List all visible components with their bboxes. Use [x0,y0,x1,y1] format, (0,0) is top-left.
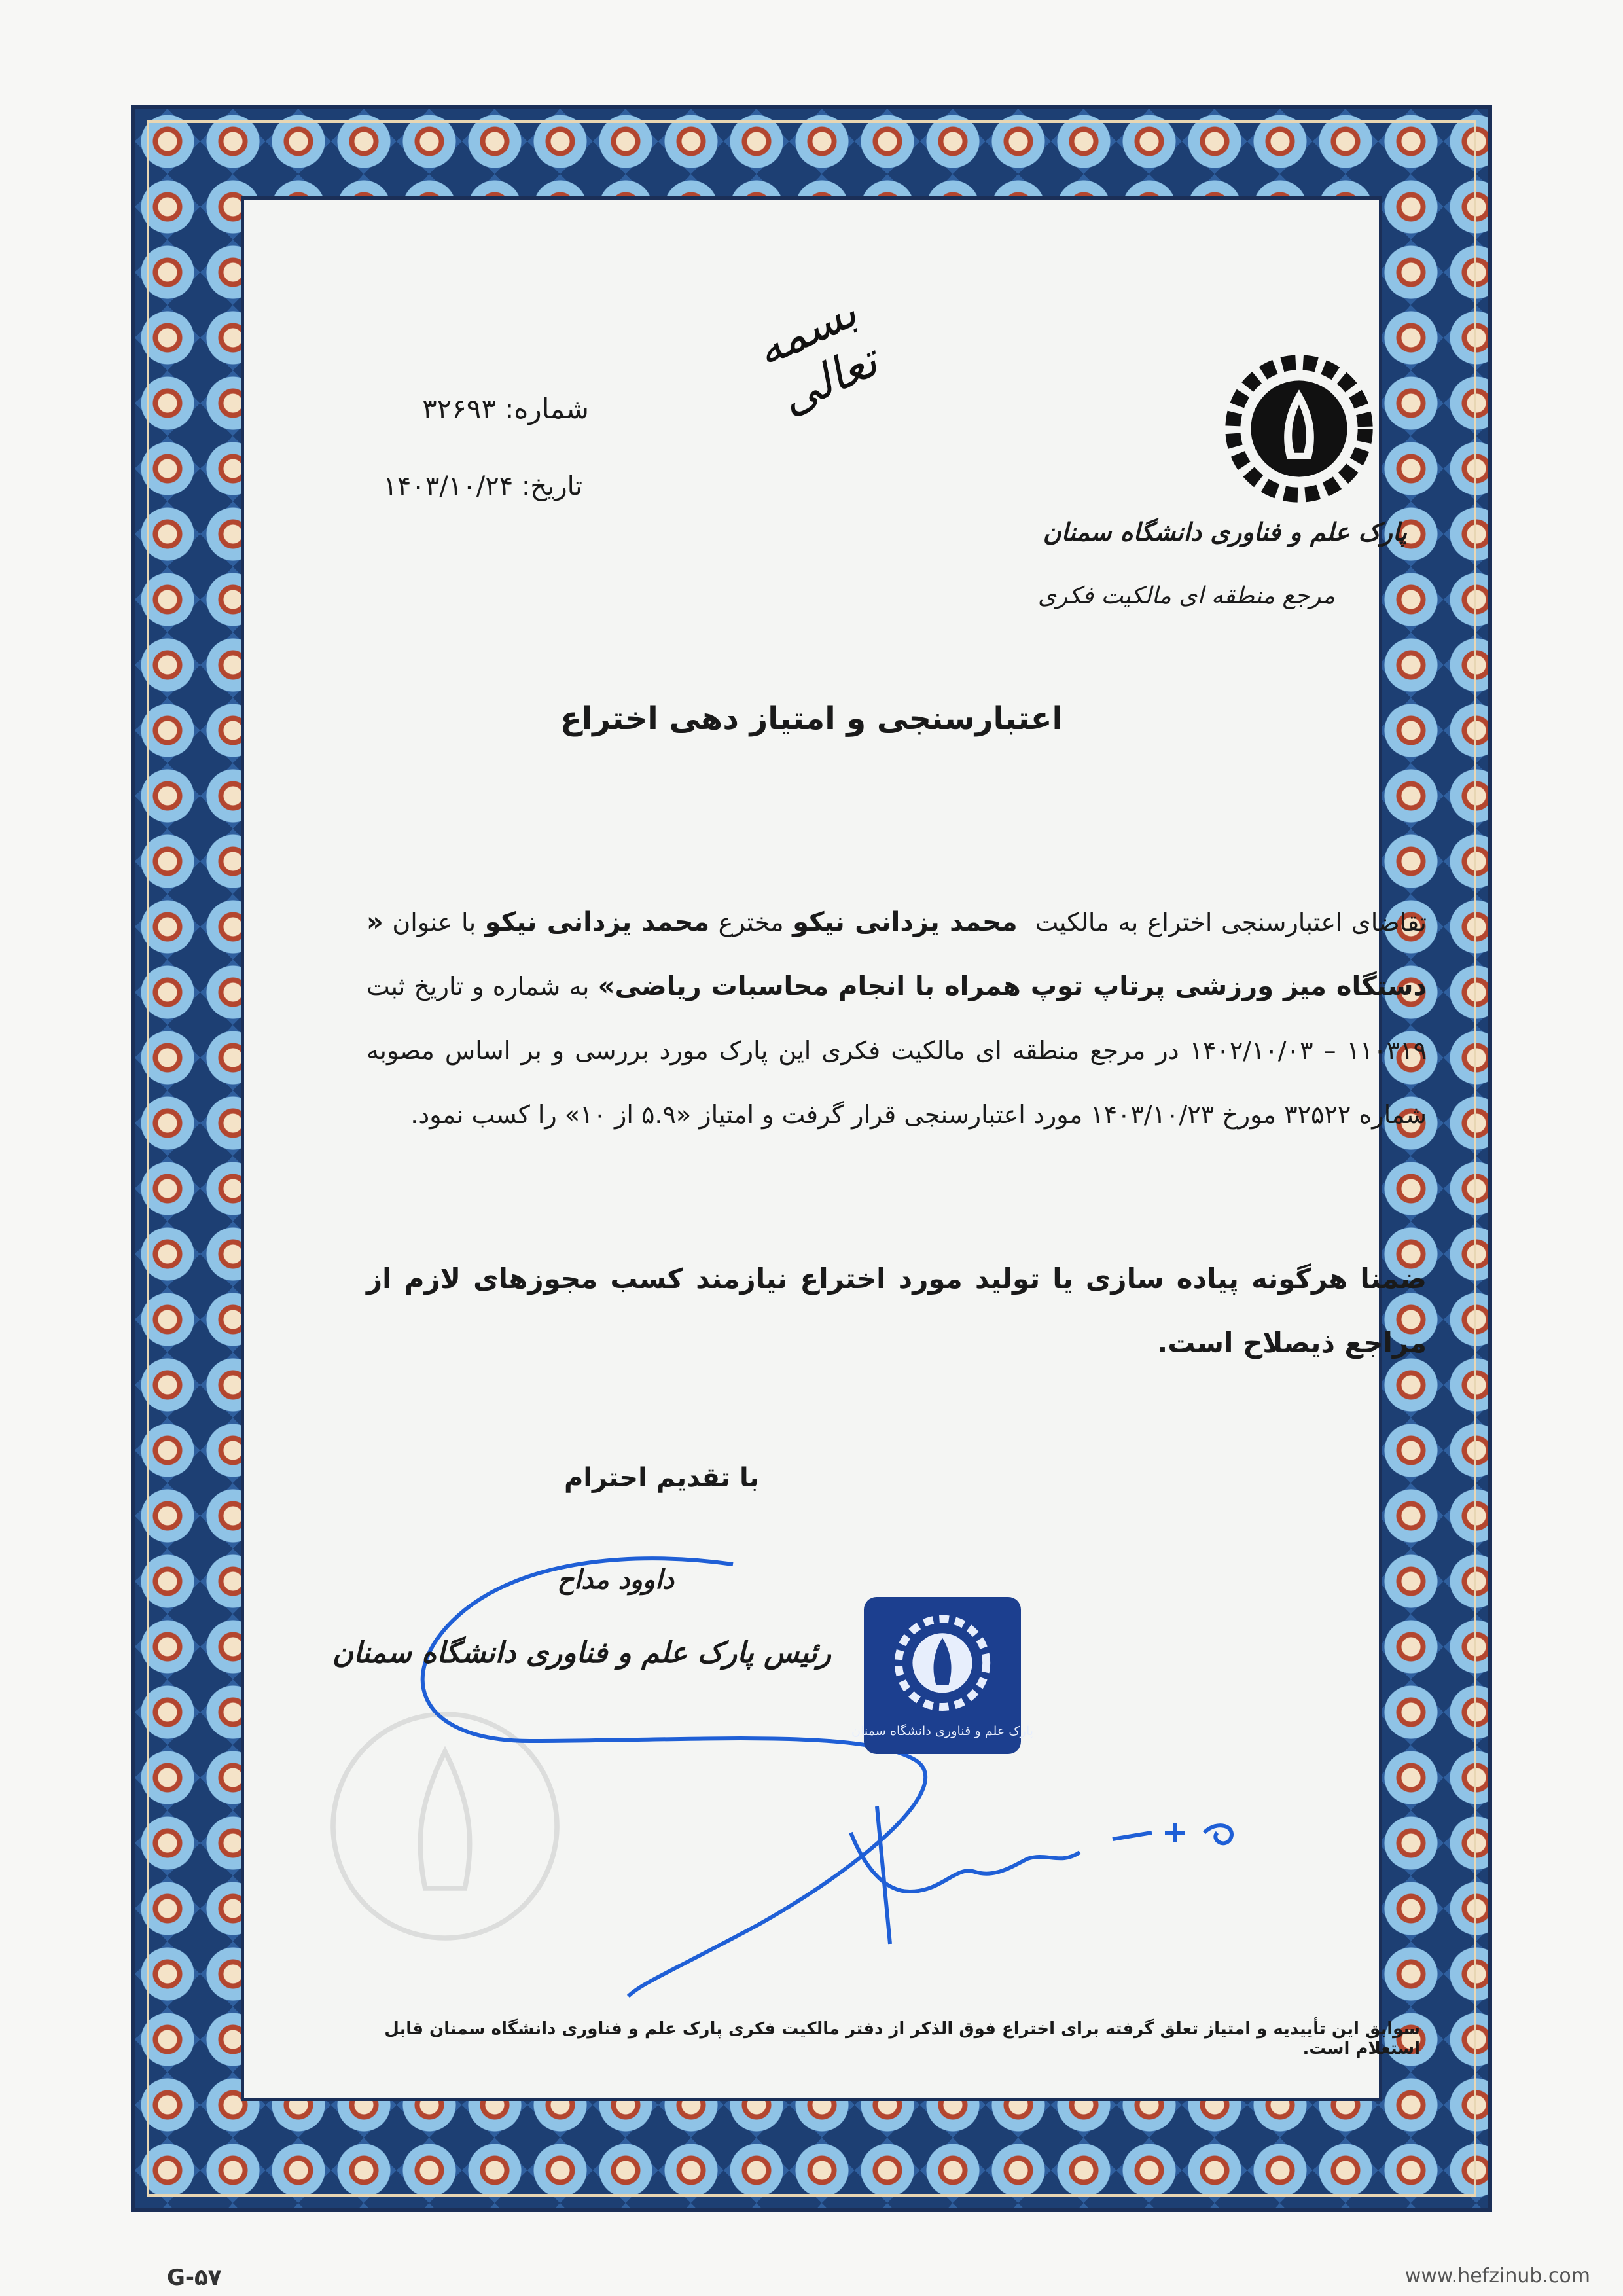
body-text-3: با عنوان [392,908,476,937]
university-logo [1224,353,1374,504]
document-title: اعتبارسنجی و امتیاز دهی اختراع [560,700,1063,737]
signer-name: داوود مداح [557,1564,674,1595]
printer-url: www.hefzinub.com [1404,2265,1590,2287]
date-value: ۱۴۰۳/۱۰/۲۴ [383,471,514,501]
letter-number [422,393,589,425]
body-text-1: تقاضای اعتبارسنجی اختراع به مالکیت [1035,908,1427,937]
date-label: تاریخ: [521,471,582,501]
organization-subtitle: مرجع منطقه ای مالکیت فکری [1037,583,1335,609]
form-code: G-۵۷ [167,2265,222,2291]
official-stamp [851,1597,1034,1754]
body-paragraph [366,890,1427,1147]
number-label: شماره: [505,393,589,425]
closing-regards: با تقدیم احترام [564,1463,759,1493]
number-value: ۳۲۶۹۳ [422,393,496,425]
verification-note: سوابق این تأییدیه و امتیاز تعلق گرفته برای اختراع فوق الذکر از دفتر مالکیت فکری پارک علم و فناوری دانشگاه سمنان قابل استعلام است. [384,2019,1420,2058]
handwritten-signature [366,1525,1257,2009]
legal-note: ضمنا هرگونه پیاده سازی یا تولید مورد اختراع نیازمند کسب مجوزهای لازم از مراجع ذیصلاح است. [366,1263,1427,1359]
body-text-4: به شماره و تاریخ ثبت ۱۱۰۳۱۹ – ۱۴۰۲/۱۰/۰۳ در مرجع منطقه ای مالکیت فکری این پارک مورد بررسی و بر اساس مصوبه شماره ۳۲۵۲۲ مورخ ۱۴۰۳/۱۰/۲۳ مورد اعتبارسنجی قرار گرفت و امتیاز «۵.۹ از ۱۰» را کسب نمود. [366,972,1427,1129]
letter-date [383,471,582,501]
stamp-text: پارک علم و فناوری دانشگاه سمنان [851,1723,1034,1739]
signer-title: رئیس پارک علم و فناوری دانشگاه سمنان [332,1636,831,1670]
inventor-name: محمد یزدانی نیکو [484,907,710,937]
basmala: بسمه تعالی [747,284,886,425]
body-text-2: مخترع [718,908,784,937]
owner-name: محمد یزدانی نیکو [793,907,1018,937]
organization-name: پارک علم و فناوری دانشگاه سمنان [1043,517,1407,547]
invention-title: « دستگاه میز ورزشی پرتاپ توپ همراه با انجام محاسبات ریاضی» [366,907,1427,1001]
